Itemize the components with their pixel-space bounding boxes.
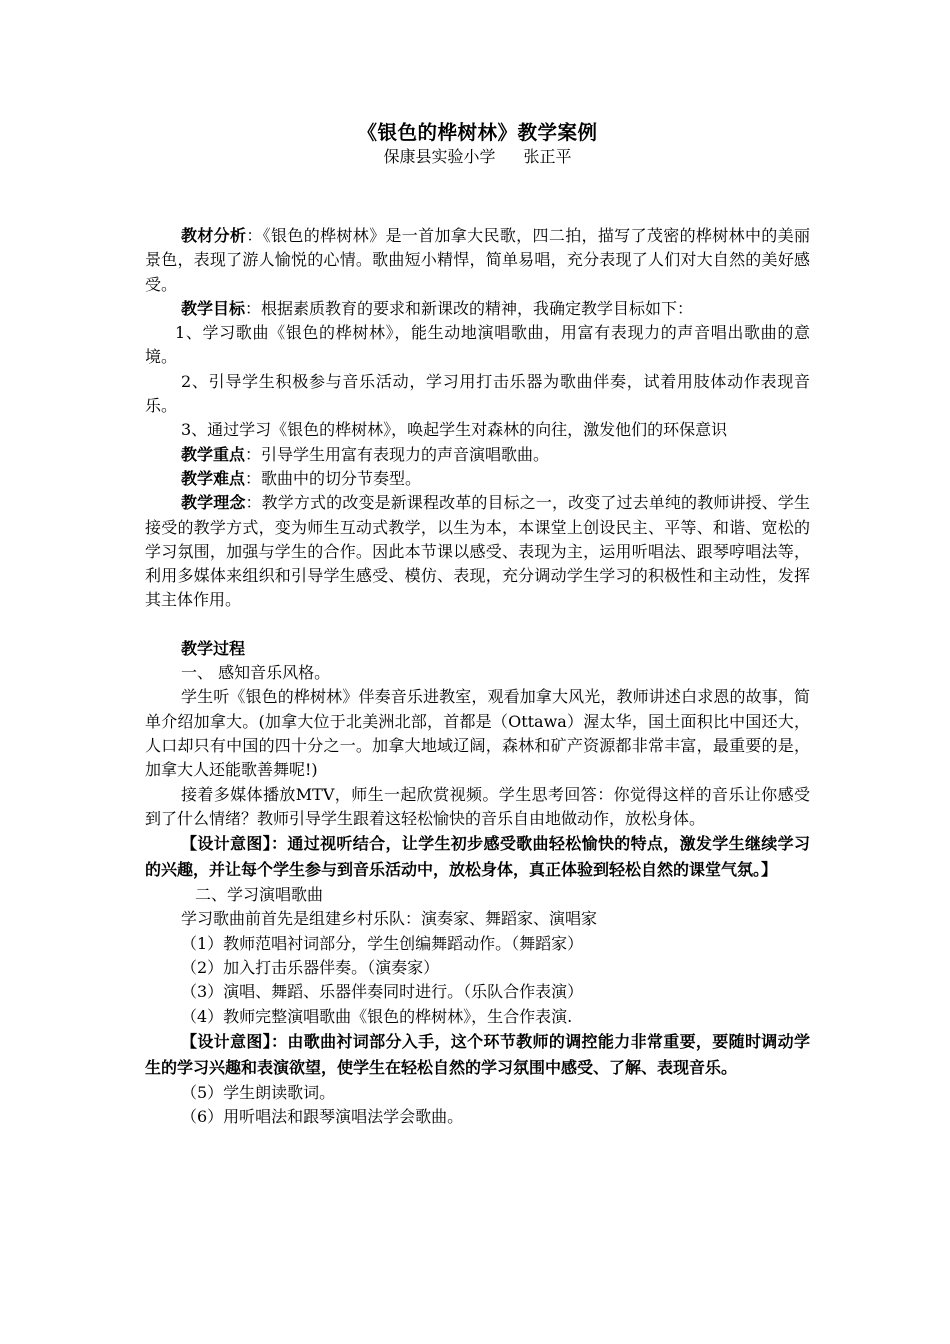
section-label: 教学重点 (181, 444, 246, 464)
author-name: 张正平 (523, 147, 572, 166)
process-heading: 教学过程 (181, 638, 246, 658)
material-analysis: 教材分析：《银色的桦树林》是一首加拿大民歌，四二拍，描写了茂密的桦树林中的美丽景色，表现了游人愉悦的心情。歌曲短小精悍，简单易唱，充分表现了人们对大自然的美好感受。 (145, 226, 810, 294)
sub-step-3: （3）演唱、舞蹈、乐器伴奏同时进行。（乐队合作表演） (181, 982, 584, 1002)
author-line (145, 146, 810, 168)
section-label: 教学目标 (181, 298, 246, 318)
section-label: 教学难点 (181, 468, 246, 488)
goal-item-3: 3、通过学习《银色的桦树林》，唤起学生对森林的向往，激发他们的环保意识 (181, 420, 728, 440)
document-page (145, 120, 810, 1130)
author-school: 保康县实验小学 (383, 147, 496, 166)
process-paragraph-3: 学习歌曲前首先是组建乡村乐队：演奏家、舞蹈家、演唱家 (181, 909, 598, 929)
sub-step-4: （4）教师完整演唱歌曲《银色的桦树林》，生合作表演. (181, 1006, 573, 1026)
step-1-heading: 一、 感知音乐风格。 (181, 663, 331, 683)
teaching-concept: 教学理念：教学方式的改变是新课程改革的目标之一，改变了过去单纯的教师讲授、学生接受的教学方式，变为师生互动式教学，以生为本，本课堂上创设民主、平等、和谐、宽松的学习氛围，加强与学生的合作。因此本节课以感受、表现为主，运用听唱法、跟琴哼唱法等，利用多媒体来组织和引导学生感受、模仿、表现，充分调动学生学习的积极性和主动性，发挥其主体作用。 (145, 493, 810, 610)
difficulty: 教学难点：歌曲中的切分节奏型。 (181, 468, 422, 488)
goal-item-2: 2、引导学生积极参与音乐活动，学习用打击乐器为歌曲伴奏，试着用肢体动作表现音乐。 (145, 371, 810, 416)
sub-step-5: （5）学生朗读歌词。 (181, 1082, 336, 1102)
section-label: 教学理念 (181, 493, 246, 513)
process-paragraph-2: 接着多媒体播放MTV，师生一起欣赏视频。学生思考回答：你觉得这样的音乐让你感受到了什么情绪？教师引导学生跟着这轻松愉快的音乐自由地做动作，放松身体。 (145, 784, 810, 828)
process-paragraph-1: 学生听《银色的桦树林》伴奏音乐进教室，观看加拿大风光，教师讲述白求恩的故事，简单介绍加拿大。(加拿大位于北美洲北部，首都是（Ottawa）渥太华，国土面积比中国还大，人口却只有中国的四十分之一。加拿大地域辽阔，森林和矿产资源都非常丰富，最重要的是，加拿大人还能歌善舞呢!) (145, 687, 810, 780)
sub-step-6: （6）用听唱法和跟琴演唱法学会歌曲。 (181, 1107, 464, 1127)
goal-item-1: 1、学习歌曲《银色的桦树林》，能生动地演唱歌曲，用富有表现力的声音唱出歌曲的意境。 (145, 323, 810, 367)
design-intent-1: 【设计意图】：通过视听结合，让学生初步感受歌曲轻松愉快的特点，激发学生继续学习的兴趣，并让每个学生参与到音乐活动中，放松身体，真正体验到轻松自然的课堂气氛。】 (145, 834, 810, 880)
sub-step-2: （2）加入打击乐器伴奏。（演奏家） (181, 958, 440, 978)
document-title: 《银色的桦树林》教学案例 (357, 121, 598, 144)
section-label: 教材分析 (181, 226, 247, 245)
step-2-heading: 二、学习演唱歌曲 (195, 885, 324, 905)
teaching-goals: 教学目标：根据素质教育的要求和新课改的精神，我确定教学目标如下： (181, 298, 694, 318)
key-point: 教学重点：引导学生用富有表现力的声音演唱歌曲。 (181, 444, 550, 464)
design-intent-2: 【设计意图】：由歌曲衬词部分入手，这个环节教师的调控能力非常重要，要随时调动学生的学习兴趣和表演欲望，使学生在轻松自然的学习氛围中感受、了解、表现音乐。 (145, 1031, 810, 1077)
sub-step-1: （1）教师范唱衬词部分，学生创编舞蹈动作。（舞蹈家） (181, 933, 584, 953)
